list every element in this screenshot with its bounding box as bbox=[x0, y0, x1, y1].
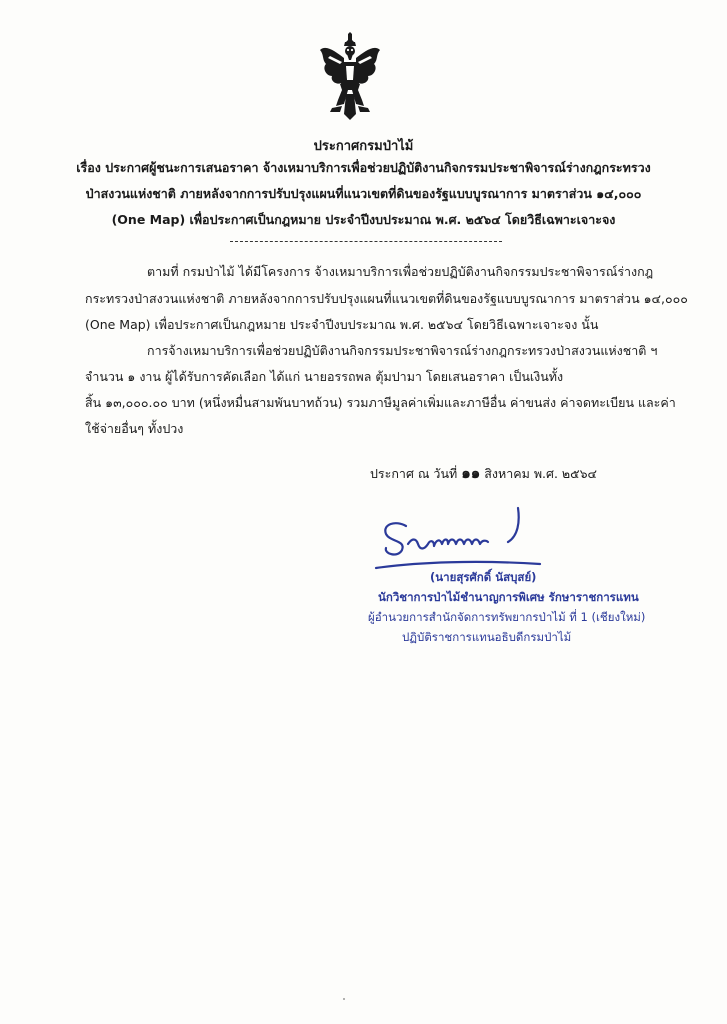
subject-line-3: (One Map) เพื่อประกาศเป็นกฎหมาย ประจำปีงบประมาณ พ.ศ. ๒๕๖๔ โดยวิธีเฉพาะเจาะจง bbox=[111, 212, 616, 227]
date-suffix: สิงหาคม พ.ศ. ๒๕๖๔ bbox=[484, 466, 598, 481]
date-line bbox=[370, 466, 597, 481]
paragraph1-line-2: กระทรวงป่าสงวนแห่งชาติ ภายหลังจากการปรับปรุงแผนที่แนวเขตที่ดินของรัฐแบบบูรณาการ มาตราส่วน ๑๔,๐๐๐ bbox=[85, 291, 688, 306]
paragraph2-line-4: ใช้จ่ายอื่นๆ ทั้งปวง bbox=[85, 421, 184, 436]
agency-title: ประกาศกรมป่าไม้ bbox=[313, 139, 414, 154]
speck bbox=[343, 998, 345, 1000]
paragraph1-line-3: (One Map) เพื่อประกาศเป็นกฎหมาย ประจำปีงบประมาณ พ.ศ. ๒๕๖๔ โดยวิธีเฉพาะเจาะจง นั้น bbox=[85, 317, 599, 332]
subject-line-2: ป่าสงวนแห่งชาติ ภายหลังจากการปรับปรุงแผนที่แนวเขตที่ดินของรัฐแบบบูรณาการ มาตราส่วน ๑๔,๐๐๐ bbox=[85, 186, 642, 201]
signer-title-2: ผู้อำนวยการสำนักจัดการทรัพยากรป่าไม้ ที่ 1 (เชียงใหม่) bbox=[368, 610, 646, 624]
signer-title-3: ปฏิบัติราชการแทนอธิบดีกรมป่าไม้ bbox=[402, 630, 572, 644]
date-prefix: ประกาศ ณ วันที่ bbox=[370, 466, 458, 481]
separator-line bbox=[230, 241, 502, 242]
paragraph2-line-3: สิ้น ๑๓,๐๐๐.๐๐ บาท (หนึ่งหมื่นสามพันบาทถ้วน) รวมภาษีมูลค่าเพิ่มและภาษีอื่น ค่าขนส่ง ค่าจดทะเบียน และค่า bbox=[85, 395, 676, 410]
paragraph2-line-1: การจ้างเหมาบริการเพื่อช่วยปฏิบัติงานกิจกรรมประชาพิจารณ์ร่างกฎกระทรวงป่าสงวนแห่งชาติ ฯ bbox=[147, 343, 658, 358]
signer-title-1: นักวิชาการป่าไม้ชำนาญการพิเศษ รักษาราชการแทน bbox=[378, 590, 639, 604]
garuda-emblem-icon bbox=[318, 32, 382, 122]
signer-name: (นายสุรศักดิ์ นัสบุสย์) bbox=[430, 570, 537, 584]
paragraph2-line-2: จำนวน ๑ งาน ผู้ได้รับการคัดเลือก ได้แก่ นายอรรถพล ตุ้มปามา โดยเสนอราคา เป็นเงินทั้ง bbox=[85, 369, 564, 384]
paragraph1-line-1: ตามที่ กรมป่าไม้ ได้มีโครงการ จ้างเหมาบริการเพื่อช่วยปฏิบัติงานกิจกรรมประชาพิจารณ์ร่างกฎ bbox=[147, 264, 654, 279]
handwritten-signature bbox=[368, 500, 548, 580]
subject-line-1: เรื่อง ประกาศผู้ชนะการเสนอราคา จ้างเหมาบริการเพื่อช่วยปฏิบัติงานกิจกรรมประชาพิจารณ์ร่างกฎกระทรวง bbox=[76, 160, 651, 175]
date-day: ๑๑ bbox=[461, 464, 481, 482]
